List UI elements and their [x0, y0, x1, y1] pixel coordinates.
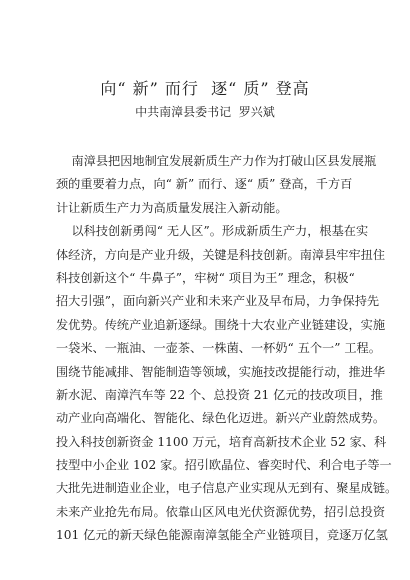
body-line: 101 亿元的新天绿色能源南漳氢能全产业链项目，竞逐万亿氢	[56, 528, 388, 543]
body-line: 围绕节能减排、智能制造等领域，实施技改提能行动，推进华	[56, 364, 386, 379]
body-line: 新水泥、南漳汽车等 22 个、总投资 21 亿元的技改项目，推	[56, 387, 383, 402]
body-line: 动产业向高端化、智能化、绿色化迈进。新兴产业蔚然成势。	[56, 411, 386, 426]
body-line: 科技创新这个“ 牛鼻子”，牢树“ 项目为王” 理念，积极“	[56, 270, 355, 285]
article-title: 向“ 新” 而行 逐“ 质” 登高	[100, 79, 310, 98]
body-line: 投入科技创新资金 1100 万元，培育高新技术企业 52 家、科	[56, 434, 387, 449]
body-line: 技型中小企业 102 家。招引欧晶位、睿奕时代、利合电子等一	[56, 458, 392, 473]
body-line: 计让新质生产力为高质量发展注入新动能。	[56, 200, 288, 215]
body-line: 以科技创新勇闯“ 无人区”。形成新质生产力，根基在实	[56, 224, 369, 239]
body-line: 未来产业抢先布局。依靠山区风电光伏资源优势，招引总投资	[56, 504, 386, 519]
article-body	[56, 150, 398, 548]
body-line: 发优势。传统产业追新逐绿。围绕十大农业产业链建设，实施	[56, 317, 386, 332]
article-byline: 中共南漳县委书记 罗兴斌	[135, 105, 275, 119]
body-line: 招大引强”，面向新兴产业和未来产业及早布局，力争保持先	[56, 294, 380, 309]
body-line: 大批先进制造业企业，电子信息产业实现从无到有、聚星成链。	[56, 481, 398, 496]
body-line: 一袋米、一瓶油、一壶茶、一株菌、一杯奶“ 五个一” 工程。	[56, 341, 381, 356]
body-line: 南漳县把因地制宜发展新质生产力作为打破山区县发展瓶	[56, 154, 377, 168]
body-line: 颈的重要着力点，向“ 新” 而行、逐“ 质” 登高，千方百	[56, 177, 353, 192]
body-line: 体经济，方向是产业升级，关键是科技创新。南漳县牢牢扭住	[56, 247, 386, 262]
